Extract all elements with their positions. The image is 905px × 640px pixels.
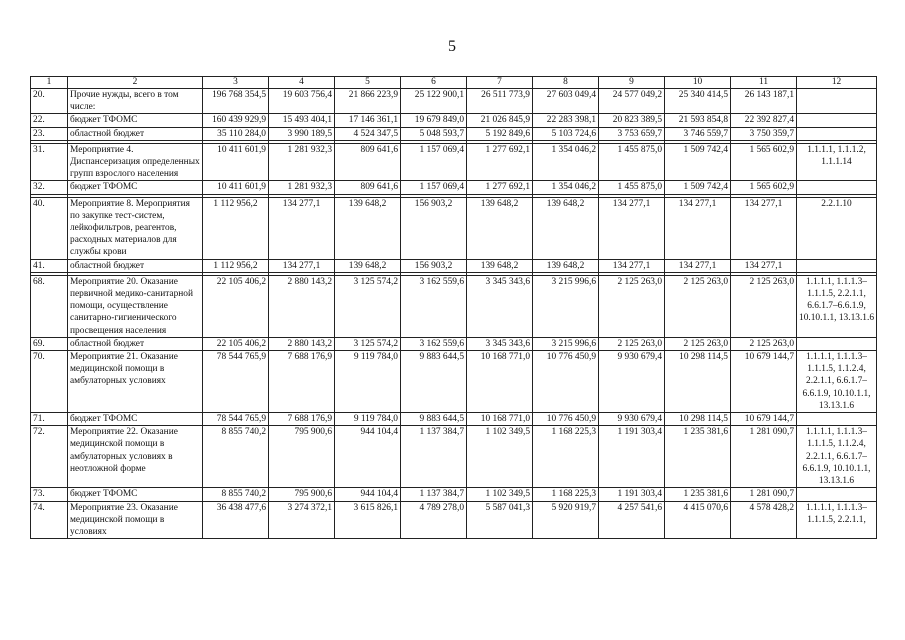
row-name: областной бюджет: [68, 337, 203, 350]
value-cell: 1 191 303,4: [599, 426, 665, 488]
value-cell: 196 768 354,5: [203, 89, 269, 114]
value-cell: 160 439 929,9: [203, 114, 269, 127]
value-cell: 4 524 347,5: [335, 127, 401, 140]
value-cell: 3 215 996,6: [533, 275, 599, 337]
value-cell: 1 112 956,2: [203, 197, 269, 259]
value-cell: 5 587 041,3: [467, 501, 533, 539]
reference-cell: [797, 127, 877, 140]
value-cell: 1 509 742,4: [665, 143, 731, 181]
value-cell: 9 930 679,4: [599, 413, 665, 426]
value-cell: 2 880 143,2: [269, 275, 335, 337]
value-cell: 1 281 932,3: [269, 181, 335, 194]
row-name: бюджет ТФОМС: [68, 413, 203, 426]
value-cell: 1 235 381,6: [665, 488, 731, 501]
column-header: 11: [731, 77, 797, 89]
value-cell: 134 277,1: [731, 259, 797, 272]
table-row: [31, 413, 877, 426]
reference-cell: 1.1.1.1, 1.1.1.3–1.1.1.5, 2.2.1.1, 6.6.1.7–6.6.1.9, 10.10.1.1, 13.13.1.6: [797, 275, 877, 337]
value-cell: 1 277 692,1: [467, 181, 533, 194]
value-cell: 10 168 771,0: [467, 413, 533, 426]
column-header: 5: [335, 77, 401, 89]
value-cell: 139 648,2: [467, 259, 533, 272]
value-cell: 26 511 773,9: [467, 89, 533, 114]
value-cell: 1 235 381,6: [665, 426, 731, 488]
row-number: 31.: [31, 143, 68, 181]
value-cell: 1 102 349,5: [467, 426, 533, 488]
value-cell: 944 104,4: [335, 426, 401, 488]
value-cell: 9 119 784,0: [335, 351, 401, 413]
value-cell: 9 883 644,5: [401, 413, 467, 426]
row-number: 20.: [31, 89, 68, 114]
value-cell: 1 112 956,2: [203, 259, 269, 272]
reference-cell: [797, 181, 877, 194]
value-cell: 944 104,4: [335, 488, 401, 501]
value-cell: 1 281 932,3: [269, 143, 335, 181]
value-cell: 1 137 384,7: [401, 488, 467, 501]
value-cell: 10 411 601,9: [203, 181, 269, 194]
value-cell: 1 137 384,7: [401, 426, 467, 488]
value-cell: 25 340 414,5: [665, 89, 731, 114]
value-cell: 1 168 225,3: [533, 426, 599, 488]
reference-cell: 1.1.1.1, 1.1.1.3–1.1.1.5, 1.1.2.4, 2.2.1.1, 6.6.1.7–6.6.1.9, 10.10.1.1, 13.13.1.6: [797, 426, 877, 488]
value-cell: 795 900,6: [269, 488, 335, 501]
table-row: [31, 501, 877, 539]
value-cell: 134 277,1: [599, 197, 665, 259]
value-cell: 2 125 263,0: [731, 275, 797, 337]
value-cell: 134 277,1: [269, 259, 335, 272]
value-cell: 10 411 601,9: [203, 143, 269, 181]
row-name: областной бюджет: [68, 259, 203, 272]
row-name: Мероприятие 23. Оказание медицинской помощи в условиях: [68, 501, 203, 539]
value-cell: 10 298 114,5: [665, 351, 731, 413]
value-cell: 5 103 724,6: [533, 127, 599, 140]
value-cell: 8 855 740,2: [203, 426, 269, 488]
value-cell: 3 746 559,7: [665, 127, 731, 140]
value-cell: 35 110 284,0: [203, 127, 269, 140]
value-cell: 1 565 602,9: [731, 181, 797, 194]
reference-cell: 1.1.1.1, 1.1.1.3–1.1.1.5, 2.2.1.1,: [797, 501, 877, 539]
row-name: Мероприятие 21. Оказание медицинской помощи в амбулаторных условиях: [68, 351, 203, 413]
value-cell: 795 900,6: [269, 426, 335, 488]
value-cell: 139 648,2: [533, 197, 599, 259]
row-name: Мероприятие 22. Оказание медицинской помощи в амбулаторных условиях в неотложной форме: [68, 426, 203, 488]
value-cell: 3 615 826,1: [335, 501, 401, 539]
value-cell: 809 641,6: [335, 181, 401, 194]
value-cell: 2 880 143,2: [269, 337, 335, 350]
reference-cell: [797, 89, 877, 114]
value-cell: 1 157 069,4: [401, 143, 467, 181]
value-cell: 19 603 756,4: [269, 89, 335, 114]
row-name: бюджет ТФОМС: [68, 114, 203, 127]
column-header: 3: [203, 77, 269, 89]
value-cell: 21 593 854,8: [665, 114, 731, 127]
value-cell: 2 125 263,0: [599, 275, 665, 337]
column-header: 9: [599, 77, 665, 89]
value-cell: 156 903,2: [401, 197, 467, 259]
value-cell: 21 866 223,9: [335, 89, 401, 114]
value-cell: 1 281 090,7: [731, 488, 797, 501]
table-body: [31, 89, 877, 539]
value-cell: 24 577 049,2: [599, 89, 665, 114]
reference-cell: [797, 337, 877, 350]
reference-cell: [797, 413, 877, 426]
value-cell: 22 105 406,2: [203, 275, 269, 337]
row-number: 72.: [31, 426, 68, 488]
column-header: 2: [68, 77, 203, 89]
value-cell: 809 641,6: [335, 143, 401, 181]
table-row: [31, 197, 877, 259]
column-header: 4: [269, 77, 335, 89]
row-name: Прочие нужды, всего в том числе:: [68, 89, 203, 114]
row-number: 74.: [31, 501, 68, 539]
value-cell: 22 105 406,2: [203, 337, 269, 350]
row-number: 32.: [31, 181, 68, 194]
table-row: [31, 275, 877, 337]
value-cell: 1 102 349,5: [467, 488, 533, 501]
value-cell: 156 903,2: [401, 259, 467, 272]
value-cell: 3 345 343,6: [467, 275, 533, 337]
value-cell: 10 679 144,7: [731, 413, 797, 426]
value-cell: 21 026 845,9: [467, 114, 533, 127]
reference-cell: [797, 114, 877, 127]
table-row: [31, 351, 877, 413]
value-cell: 4 415 070,6: [665, 501, 731, 539]
value-cell: 2 125 263,0: [665, 275, 731, 337]
value-cell: 25 122 900,1: [401, 89, 467, 114]
reference-cell: 1.1.1.1, 1.1.1.3–1.1.1.5, 1.1.2.4, 2.2.1.1, 6.6.1.7–6.6.1.9, 10.10.1.1, 13.13.1.6: [797, 351, 877, 413]
value-cell: 26 143 187,1: [731, 89, 797, 114]
value-cell: 10 679 144,7: [731, 351, 797, 413]
value-cell: 1 281 090,7: [731, 426, 797, 488]
value-cell: 4 789 278,0: [401, 501, 467, 539]
row-name: Мероприятие 20. Оказание первичной медико-санитарной помощи, осуществление санитарно-гигиенического просвещения населения: [68, 275, 203, 337]
value-cell: 134 277,1: [731, 197, 797, 259]
value-cell: 5 048 593,7: [401, 127, 467, 140]
column-header: 1: [31, 77, 68, 89]
value-cell: 3 215 996,6: [533, 337, 599, 350]
value-cell: 1 354 046,2: [533, 181, 599, 194]
row-number: 22.: [31, 114, 68, 127]
value-cell: 2 125 263,0: [665, 337, 731, 350]
table-row: [31, 181, 877, 194]
value-cell: 1 191 303,4: [599, 488, 665, 501]
value-cell: 4 578 428,2: [731, 501, 797, 539]
value-cell: 139 648,2: [533, 259, 599, 272]
value-cell: 15 493 404,1: [269, 114, 335, 127]
table-row: [31, 143, 877, 181]
budget-table: [30, 76, 877, 539]
value-cell: 1 455 875,0: [599, 143, 665, 181]
reference-cell: [797, 259, 877, 272]
column-header: 8: [533, 77, 599, 89]
row-number: 40.: [31, 197, 68, 259]
value-cell: 36 438 477,6: [203, 501, 269, 539]
value-cell: 3 125 574,2: [335, 275, 401, 337]
value-cell: 3 753 659,7: [599, 127, 665, 140]
value-cell: 3 345 343,6: [467, 337, 533, 350]
value-cell: 134 277,1: [665, 197, 731, 259]
value-cell: 1 565 602,9: [731, 143, 797, 181]
value-cell: 19 679 849,0: [401, 114, 467, 127]
reference-cell: [797, 488, 877, 501]
value-cell: 3 274 372,1: [269, 501, 335, 539]
row-number: 69.: [31, 337, 68, 350]
value-cell: 7 688 176,9: [269, 351, 335, 413]
value-cell: 22 392 827,4: [731, 114, 797, 127]
row-name: Мероприятие 8. Мероприятия по закупке тест-систем, лейкофильтров, реагентов, расходных материалов для службы крови: [68, 197, 203, 259]
column-header: 10: [665, 77, 731, 89]
value-cell: 1 157 069,4: [401, 181, 467, 194]
row-name: Мероприятие 4. Диспансеризация определенных групп взрослого населения: [68, 143, 203, 181]
value-cell: 139 648,2: [335, 259, 401, 272]
value-cell: 10 776 450,9: [533, 413, 599, 426]
table-row: [31, 426, 877, 488]
value-cell: 134 277,1: [599, 259, 665, 272]
value-cell: 1 455 875,0: [599, 181, 665, 194]
table-row: [31, 337, 877, 350]
table-row: [31, 114, 877, 127]
value-cell: 139 648,2: [335, 197, 401, 259]
value-cell: 1 277 692,1: [467, 143, 533, 181]
value-cell: 8 855 740,2: [203, 488, 269, 501]
value-cell: 2 125 263,0: [731, 337, 797, 350]
table-header: [31, 77, 877, 89]
reference-cell: 2.2.1.10: [797, 197, 877, 259]
value-cell: 10 168 771,0: [467, 351, 533, 413]
value-cell: 10 776 450,9: [533, 351, 599, 413]
page-number: 5: [448, 38, 456, 55]
value-cell: 2 125 263,0: [599, 337, 665, 350]
row-name: бюджет ТФОМС: [68, 488, 203, 501]
table-row: [31, 488, 877, 501]
row-name: областной бюджет: [68, 127, 203, 140]
value-cell: 20 823 389,5: [599, 114, 665, 127]
table-row: [31, 89, 877, 114]
value-cell: 10 298 114,5: [665, 413, 731, 426]
table-row: [31, 127, 877, 140]
row-number: 68.: [31, 275, 68, 337]
value-cell: 22 283 398,1: [533, 114, 599, 127]
column-header: 7: [467, 77, 533, 89]
header-row: [31, 77, 877, 89]
value-cell: 134 277,1: [269, 197, 335, 259]
value-cell: 7 688 176,9: [269, 413, 335, 426]
reference-cell: 1.1.1.1, 1.1.1.2, 1.1.1.14: [797, 143, 877, 181]
value-cell: 1 168 225,3: [533, 488, 599, 501]
value-cell: 134 277,1: [665, 259, 731, 272]
row-name: бюджет ТФОМС: [68, 181, 203, 194]
column-header: 12: [797, 77, 877, 89]
value-cell: 5 920 919,7: [533, 501, 599, 539]
value-cell: 17 146 361,1: [335, 114, 401, 127]
row-number: 70.: [31, 351, 68, 413]
row-number: 71.: [31, 413, 68, 426]
row-number: 73.: [31, 488, 68, 501]
row-number: 41.: [31, 259, 68, 272]
value-cell: 78 544 765,9: [203, 413, 269, 426]
value-cell: 1 354 046,2: [533, 143, 599, 181]
value-cell: 78 544 765,9: [203, 351, 269, 413]
value-cell: 9 119 784,0: [335, 413, 401, 426]
value-cell: 9 930 679,4: [599, 351, 665, 413]
value-cell: 3 750 359,7: [731, 127, 797, 140]
value-cell: 4 257 541,6: [599, 501, 665, 539]
row-number: 23.: [31, 127, 68, 140]
value-cell: 9 883 644,5: [401, 351, 467, 413]
value-cell: 3 162 559,6: [401, 337, 467, 350]
column-header: 6: [401, 77, 467, 89]
value-cell: 3 990 189,5: [269, 127, 335, 140]
value-cell: 139 648,2: [467, 197, 533, 259]
value-cell: 3 162 559,6: [401, 275, 467, 337]
value-cell: 1 509 742,4: [665, 181, 731, 194]
value-cell: 3 125 574,2: [335, 337, 401, 350]
table-row: [31, 259, 877, 272]
value-cell: 5 192 849,6: [467, 127, 533, 140]
value-cell: 27 603 049,4: [533, 89, 599, 114]
